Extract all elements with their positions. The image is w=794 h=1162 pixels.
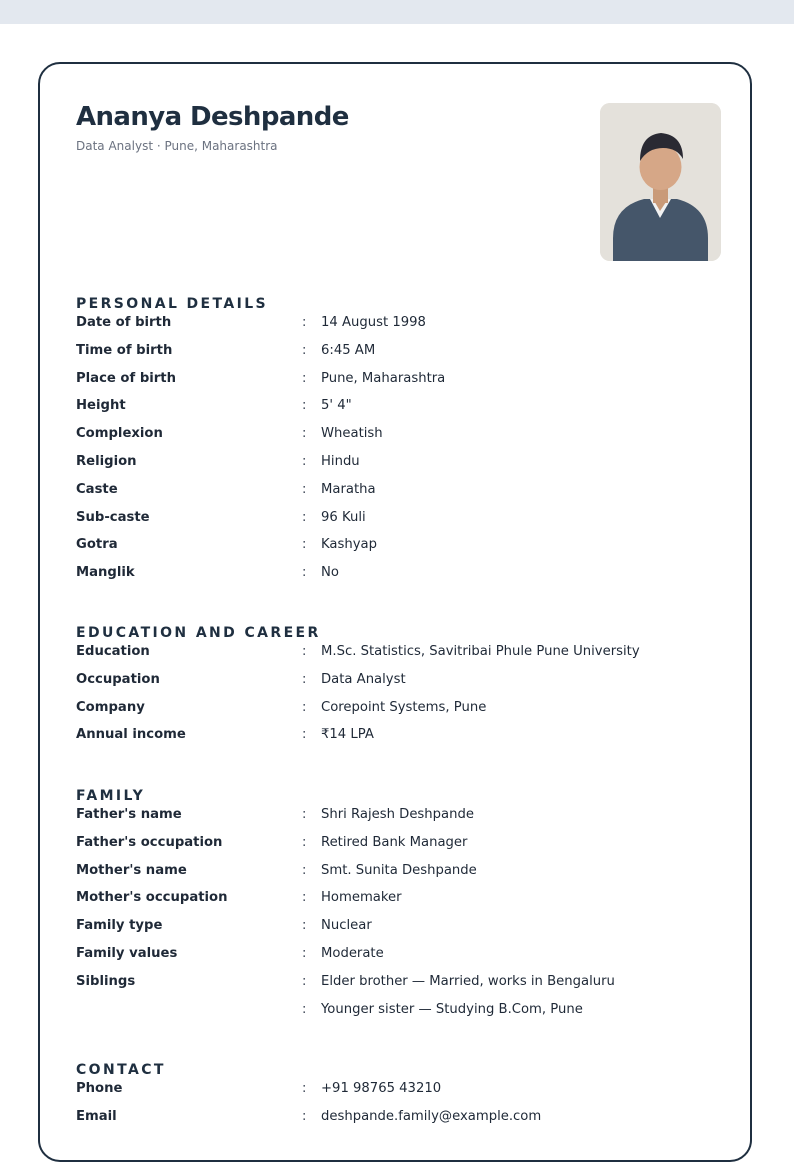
detail-separator: : xyxy=(302,945,307,961)
detail-value: Nuclear xyxy=(321,918,372,934)
detail-label: Manglik xyxy=(76,565,135,581)
detail-value: Moderate xyxy=(321,945,384,961)
detail-separator: : xyxy=(302,862,307,878)
section-education-career xyxy=(76,622,716,755)
detail-value: ₹14 LPA xyxy=(321,727,374,743)
detail-row xyxy=(76,974,716,1002)
detail-value: Wheatish xyxy=(321,426,383,442)
detail-value: Elder brother — Married, works in Bengaluru xyxy=(321,973,615,989)
detail-row xyxy=(76,371,716,399)
detail-label: Religion xyxy=(76,453,137,469)
detail-separator: : xyxy=(302,398,307,414)
detail-row xyxy=(76,835,716,863)
detail-label: Annual income xyxy=(76,727,186,743)
detail-value: 96 Kuli xyxy=(321,509,366,525)
detail-row xyxy=(76,946,716,974)
detail-label: Mother's occupation xyxy=(76,890,228,906)
detail-row xyxy=(76,510,716,538)
detail-separator: : xyxy=(302,565,307,581)
detail-separator: : xyxy=(302,1001,307,1017)
detail-label: Caste xyxy=(76,481,118,497)
detail-separator: : xyxy=(302,537,307,553)
section-family xyxy=(76,785,716,1029)
detail-label: Phone xyxy=(76,1081,123,1096)
detail-row xyxy=(76,918,716,946)
detail-separator: : xyxy=(302,918,307,934)
detail-value: Younger sister — Studying B.Com, Pune xyxy=(321,1001,583,1017)
profile-subtitle: Data Analyst · Pune, Maharashtra xyxy=(76,139,278,153)
detail-label: Father's occupation xyxy=(76,834,223,850)
detail-separator: : xyxy=(302,370,307,386)
detail-separator: : xyxy=(302,1108,307,1124)
person-avatar-icon xyxy=(600,103,721,261)
detail-value: Kashyap xyxy=(321,537,377,553)
biodata-card xyxy=(38,62,752,1162)
detail-row xyxy=(76,672,716,700)
section-title: EDUCATION AND CAREER xyxy=(76,625,321,641)
detail-label: Email xyxy=(76,1108,117,1124)
detail-separator: : xyxy=(302,509,307,525)
detail-label: Complexion xyxy=(76,426,163,442)
detail-value: +91 98765 43210 xyxy=(321,1081,442,1096)
detail-row xyxy=(76,537,716,565)
detail-label: Height xyxy=(76,398,126,414)
detail-label: Mother's name xyxy=(76,862,187,878)
detail-row xyxy=(76,727,716,755)
detail-row xyxy=(76,700,716,728)
detail-separator: : xyxy=(302,342,307,358)
detail-label: Date of birth xyxy=(76,315,172,330)
detail-separator: : xyxy=(302,426,307,442)
detail-separator: : xyxy=(302,890,307,906)
detail-separator: : xyxy=(302,834,307,850)
detail-label: Family type xyxy=(76,918,163,934)
detail-value: Hindu xyxy=(321,453,360,469)
detail-row xyxy=(76,644,716,672)
detail-row xyxy=(76,398,716,426)
top-band xyxy=(0,0,794,24)
detail-row xyxy=(76,343,716,371)
detail-value: Homemaker xyxy=(321,890,402,906)
section-title: FAMILY xyxy=(76,788,146,804)
section-title: PERSONAL DETAILS xyxy=(76,296,269,312)
detail-row xyxy=(76,454,716,482)
detail-row xyxy=(76,863,716,891)
detail-label: Time of birth xyxy=(76,342,173,358)
detail-label: Gotra xyxy=(76,537,118,553)
detail-separator: : xyxy=(302,453,307,469)
detail-label: Siblings xyxy=(76,973,136,989)
detail-label: Family values xyxy=(76,945,178,961)
detail-separator: : xyxy=(302,1081,307,1096)
detail-value: deshpande.family@example.com xyxy=(321,1108,542,1124)
detail-value: Pune, Maharashtra xyxy=(321,370,446,386)
detail-value: Maratha xyxy=(321,481,376,497)
detail-row xyxy=(76,807,716,835)
detail-separator: : xyxy=(302,315,307,330)
section-personal-details xyxy=(76,293,716,593)
profile-name: Ananya Deshpande xyxy=(76,102,349,132)
detail-separator: : xyxy=(302,727,307,743)
detail-row xyxy=(76,890,716,918)
detail-value: Smt. Sunita Deshpande xyxy=(321,862,477,878)
detail-separator: : xyxy=(302,973,307,989)
detail-separator: : xyxy=(302,671,307,687)
detail-value: No xyxy=(321,565,339,581)
detail-row xyxy=(76,565,716,593)
detail-label: Sub-caste xyxy=(76,509,150,525)
detail-row xyxy=(76,426,716,454)
detail-row xyxy=(76,1002,716,1030)
detail-label: Company xyxy=(76,699,145,715)
detail-value: Shri Rajesh Deshpande xyxy=(321,807,474,822)
detail-label: Education xyxy=(76,644,150,659)
detail-label: Father's name xyxy=(76,807,182,822)
detail-value: Corepoint Systems, Pune xyxy=(321,699,487,715)
detail-separator: : xyxy=(302,699,307,715)
detail-value: Retired Bank Manager xyxy=(321,834,468,850)
detail-value: M.Sc. Statistics, Savitribai Phule Pune University xyxy=(321,644,640,659)
detail-row xyxy=(76,482,716,510)
detail-separator: : xyxy=(302,644,307,659)
detail-label: Place of birth xyxy=(76,370,176,386)
profile-photo xyxy=(600,103,721,261)
detail-row xyxy=(76,315,716,343)
detail-row xyxy=(76,1081,716,1109)
detail-value: 6:45 AM xyxy=(321,342,376,358)
section-contact xyxy=(76,1059,716,1137)
section-title: CONTACT xyxy=(76,1062,166,1078)
detail-separator: : xyxy=(302,807,307,822)
detail-value: Data Analyst xyxy=(321,671,406,687)
detail-separator: : xyxy=(302,481,307,497)
detail-value: 5' 4" xyxy=(321,398,352,414)
detail-label: Occupation xyxy=(76,671,160,687)
detail-value: 14 August 1998 xyxy=(321,315,426,330)
